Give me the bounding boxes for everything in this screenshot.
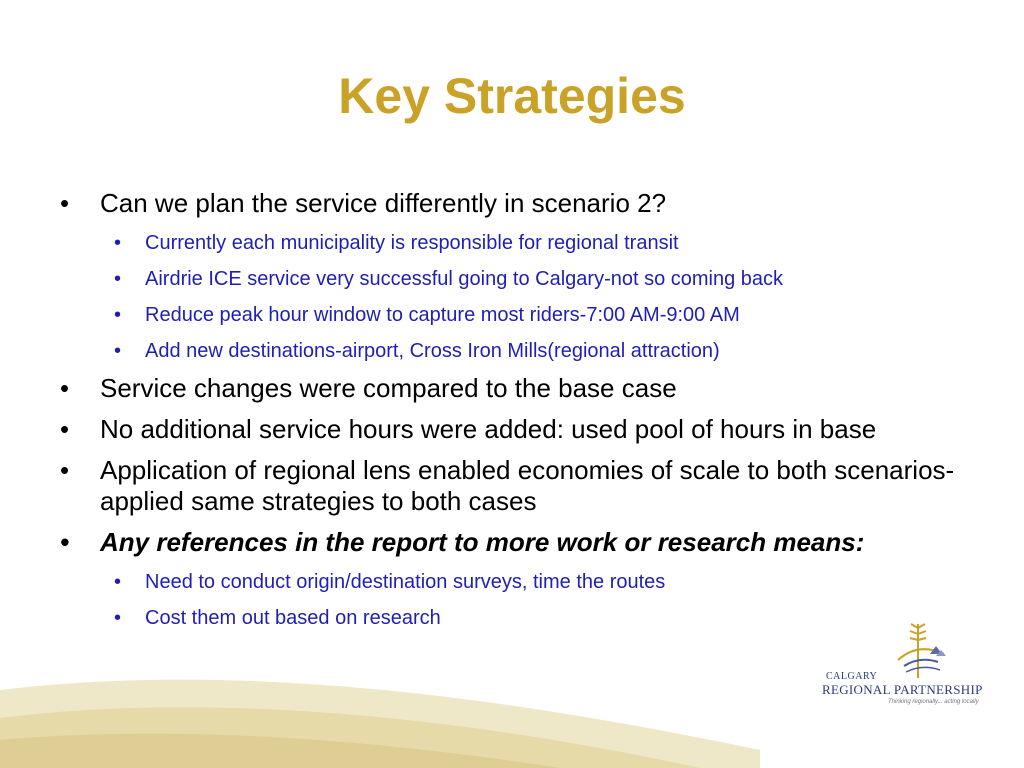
bullet-list	[56, 188, 976, 630]
bullet-marker: •	[60, 455, 70, 485]
sub-bullet-item	[56, 570, 976, 594]
bullet-marker: •	[114, 268, 122, 290]
bullet-text: No additional service hours were added: used pool of hours in base	[100, 414, 877, 444]
bullet-item	[56, 414, 976, 445]
logo-tagline: Thinking regionally... acting locally	[888, 699, 979, 705]
bullet-item	[56, 455, 976, 517]
sub-bullet-text: Add new destinations-airport, Cross Iron Mills(regional attraction)	[145, 340, 720, 362]
bullet-item	[56, 373, 976, 404]
bullet-item-emphasis	[56, 527, 976, 558]
bullet-marker: •	[60, 373, 70, 403]
slide-title: Key Strategies	[338, 68, 686, 124]
bullet-marker: •	[114, 571, 122, 593]
sub-bullet-item	[56, 303, 976, 327]
bullet-marker: •	[60, 527, 70, 557]
bullet-item	[56, 188, 976, 219]
sub-bullet-item	[56, 339, 976, 363]
bullet-marker: •	[114, 607, 122, 629]
sub-bullet-text: Airdrie ICE service very successful going to Calgary-not so coming back	[145, 268, 784, 290]
sub-bullet-item	[56, 267, 976, 291]
bullet-marker: •	[60, 188, 70, 218]
bullet-text: Any references in the report to more work or research means:	[100, 527, 865, 557]
sub-bullet-text: Need to conduct origin/destination surveys, time the routes	[145, 571, 666, 593]
sub-bullet-text: Reduce peak hour window to capture most riders-7:00 AM-9:00 AM	[145, 304, 740, 326]
sub-bullet-text: Currently each municipality is responsible for regional transit	[145, 232, 679, 254]
sub-bullet-item	[56, 231, 976, 255]
bullet-text: Service changes were compared to the base case	[100, 373, 677, 403]
logo-text-calgary: CALGARY	[826, 671, 878, 682]
sub-bullet-text: Cost them out based on research	[145, 607, 441, 629]
logo-text-regional-partnership: REGIONAL PARTNERSHIP	[822, 682, 983, 697]
bullet-text: Can we plan the service differently in scenario 2?	[100, 188, 667, 218]
bullet-text: Application of regional lens enabled economies of scale to both scenarios-applied same strategies to both cases	[100, 455, 955, 516]
bullet-marker: •	[60, 414, 70, 444]
bullet-marker: •	[114, 232, 122, 254]
bullet-marker: •	[114, 304, 122, 326]
bullet-marker: •	[114, 340, 122, 362]
